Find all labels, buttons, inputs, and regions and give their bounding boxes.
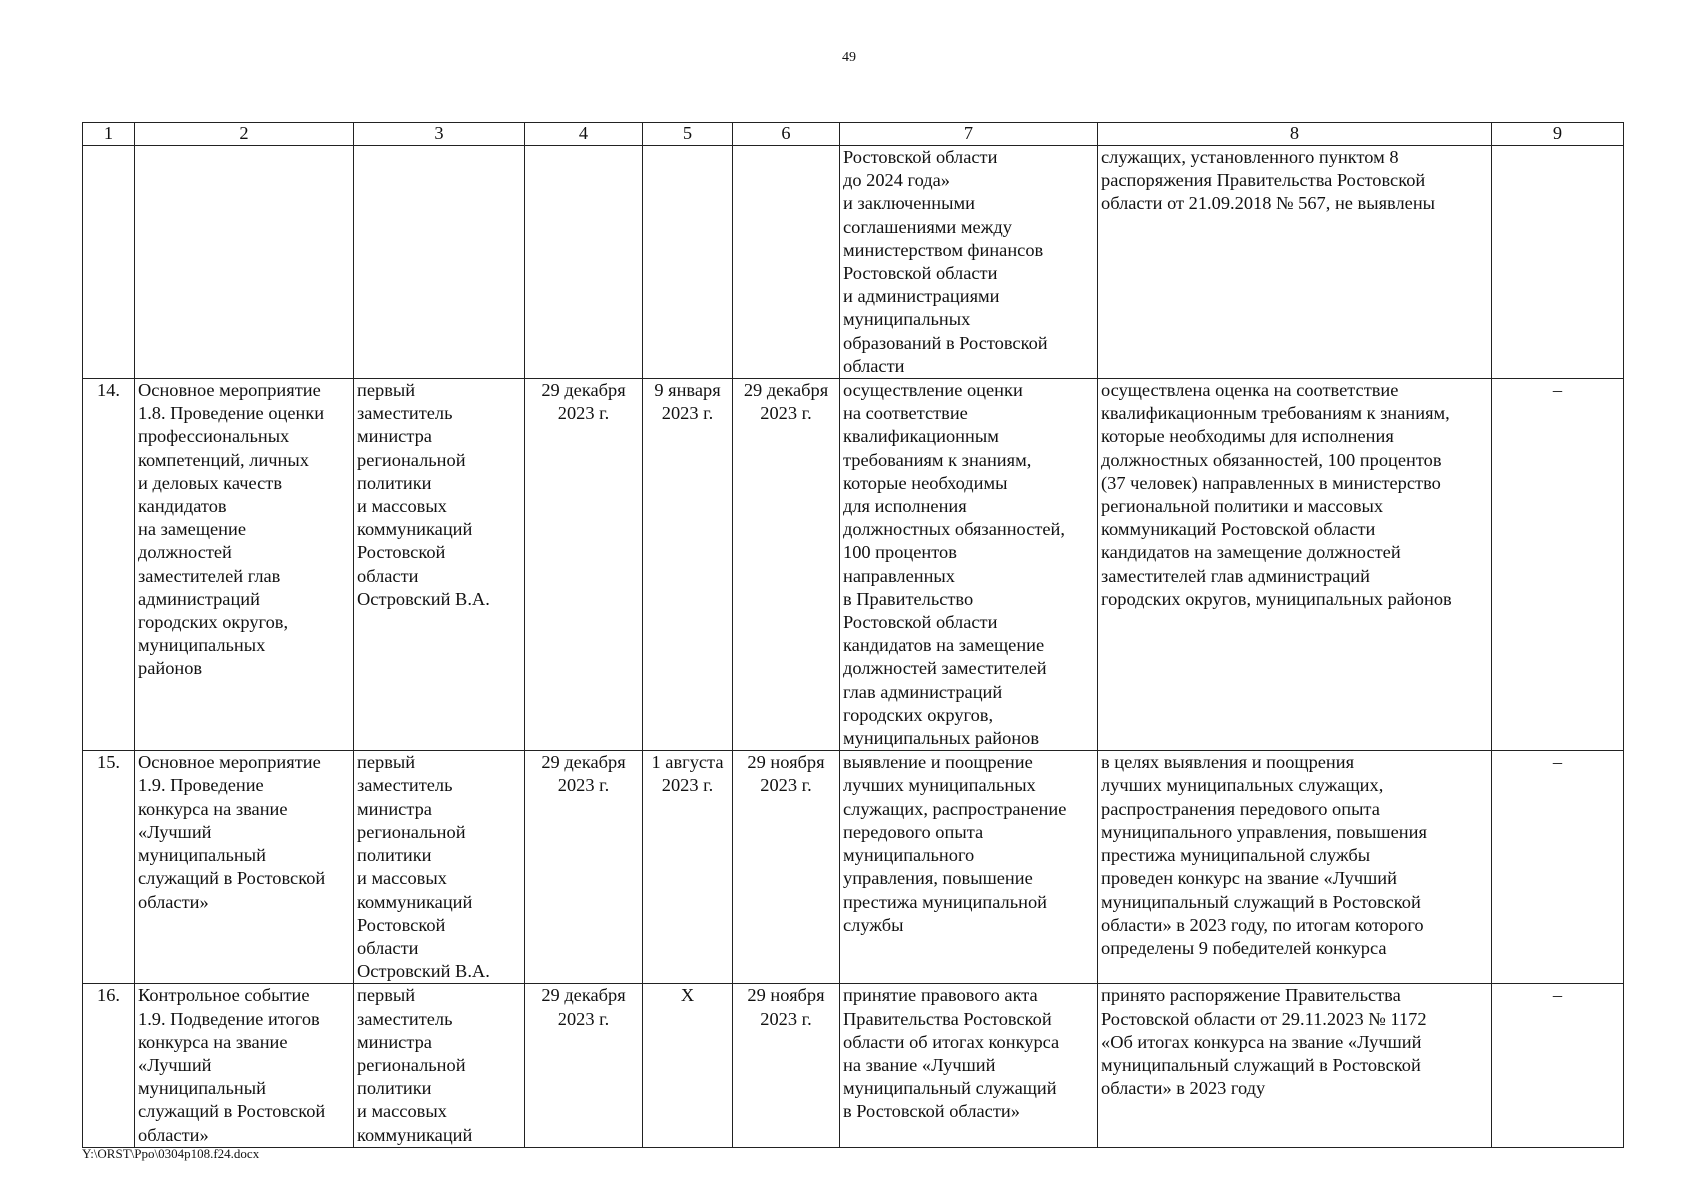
planned-date xyxy=(525,146,643,379)
table-row xyxy=(83,984,1624,1147)
column-header: 4 xyxy=(525,123,643,146)
row-number: 15. xyxy=(83,751,135,984)
table-header-row xyxy=(83,123,1624,146)
expected-result: принятие правового акта Правительства Ростовской области об итогах конкурса на звание «Лучший муниципальный служащий в Ростовской области» xyxy=(840,984,1098,1147)
page-number: 49 xyxy=(842,50,856,65)
column-header: 1 xyxy=(83,123,135,146)
column-header: 8 xyxy=(1098,123,1492,146)
note: – xyxy=(1492,379,1624,751)
table-row xyxy=(83,751,1624,984)
row-number: 14. xyxy=(83,379,135,751)
actual-result: осуществлена оценка на соответствие квалификационным требованиям к знаниям, которые необходимы для исполнения должностных обязанностей, 100 процентов (37 человек) направленных в министерство региональной политики и массовых коммуникаций Ростовской области кандидатов на замещение должностей заместителей глав администраций городских округов, муниципальных районов xyxy=(1098,379,1492,751)
responsible-person: первый заместитель министра региональной политики и массовых коммуникаций Ростовской области Островский В.А. xyxy=(354,379,525,751)
event-name: Основное мероприятие 1.8. Проведение оценки профессиональных компетенций, личных и деловых качеств кандидатов на замещение должностей заместителей глав администраций городских округов, муниципальных районов xyxy=(135,379,354,751)
column-header: 2 xyxy=(135,123,354,146)
actual-end-date: 29 декабря 2023 г. xyxy=(733,379,840,751)
column-header: 6 xyxy=(733,123,840,146)
planned-date: 29 декабря 2023 г. xyxy=(525,751,643,984)
table-row xyxy=(83,379,1624,751)
expected-result: выявление и поощрение лучших муниципальных служащих, распространение передового опыта муниципального управления, повышение престижа муниципальной службы xyxy=(840,751,1098,984)
column-header: 3 xyxy=(354,123,525,146)
report-table xyxy=(82,122,1624,1148)
column-header: 9 xyxy=(1492,123,1624,146)
actual-end-date xyxy=(733,146,840,379)
row-number: 16. xyxy=(83,984,135,1147)
planned-date: 29 декабря 2023 г. xyxy=(525,379,643,751)
expected-result: Ростовской области до 2024 года» и заключенными соглашениями между министерством финансов Ростовской области и администрациями муниципальных образований в Ростовской области xyxy=(840,146,1098,379)
actual-result: принято распоряжение Правительства Ростовской области от 29.11.2023 № 1172 «Об итогах конкурса на звание «Лучший муниципальный служащий в Ростовской области» в 2023 году xyxy=(1098,984,1492,1147)
event-name xyxy=(135,146,354,379)
table-row xyxy=(83,146,1624,379)
actual-end-date: 29 ноября 2023 г. xyxy=(733,751,840,984)
actual-result: служащих, установленного пунктом 8 распоряжения Правительства Ростовской области от 21.09.2018 № 567, не выявлены xyxy=(1098,146,1492,379)
actual-start-date xyxy=(643,146,733,379)
row-number xyxy=(83,146,135,379)
actual-result: в целях выявления и поощрения лучших муниципальных служащих, распространения передового опыта муниципального управления, повышения престижа муниципальной службы проведен конкурс на звание «Лучший муниципальный служащий в Ростовской области» в 2023 году, по итогам которого определены 9 победителей конкурса xyxy=(1098,751,1492,984)
column-header: 5 xyxy=(643,123,733,146)
responsible-person: первый заместитель министра региональной политики и массовых коммуникаций xyxy=(354,984,525,1147)
event-name: Контрольное событие 1.9. Подведение итогов конкурса на звание «Лучший муниципальный служащий в Ростовской области» xyxy=(135,984,354,1147)
footer-file-path: Y:\ORST\Ppo\0304p108.f24.docx xyxy=(82,1146,260,1161)
note: – xyxy=(1492,751,1624,984)
column-header: 7 xyxy=(840,123,1098,146)
expected-result: осуществление оценки на соответствие квалификационным требованиям к знаниям, которые необходимы для исполнения должностных обязанностей, 100 процентов направленных в Правительство Ростовской области кандидатов на замещение должностей заместителей глав администраций городских округов, муниципальных районов xyxy=(840,379,1098,751)
responsible-person xyxy=(354,146,525,379)
responsible-person: первый заместитель министра региональной политики и массовых коммуникаций Ростовской области Островский В.А. xyxy=(354,751,525,984)
actual-start-date: 1 августа 2023 г. xyxy=(643,751,733,984)
actual-end-date: 29 ноября 2023 г. xyxy=(733,984,840,1147)
note: – xyxy=(1492,984,1624,1147)
planned-date: 29 декабря 2023 г. xyxy=(525,984,643,1147)
actual-start-date: X xyxy=(643,984,733,1147)
note xyxy=(1492,146,1624,379)
event-name: Основное мероприятие 1.9. Проведение конкурса на звание «Лучший муниципальный служащий в Ростовской области» xyxy=(135,751,354,984)
actual-start-date: 9 января 2023 г. xyxy=(643,379,733,751)
